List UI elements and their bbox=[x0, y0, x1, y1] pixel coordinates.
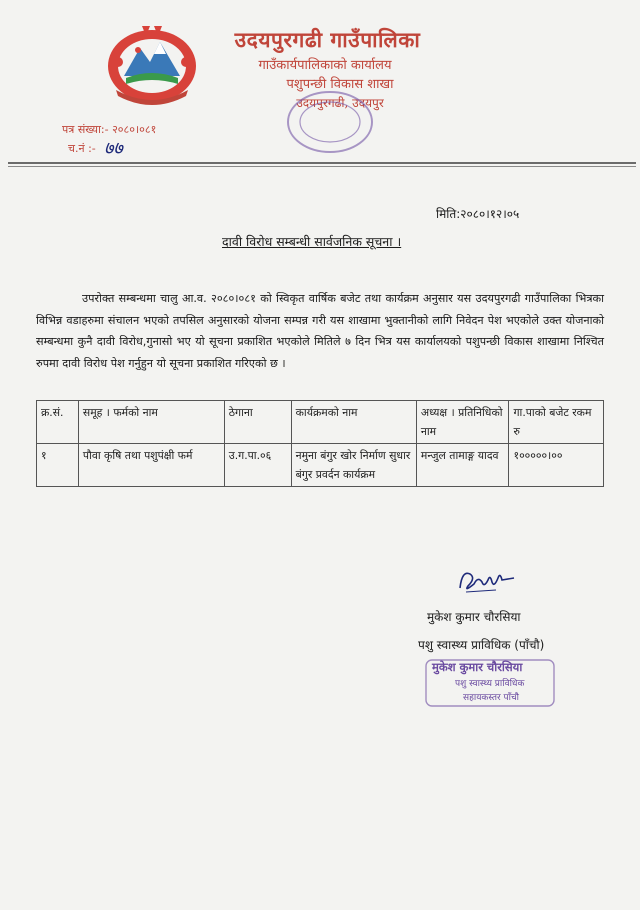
letterhead-section: पशुपन्छी विकास शाखा bbox=[286, 77, 394, 92]
notice-date: मिति:२०८०।१२।०५ bbox=[436, 207, 520, 221]
table-cell: मन्जुल तामाङ्ग यादव bbox=[416, 444, 509, 487]
dispatch-number-label: च.नं :- bbox=[68, 142, 96, 155]
letterhead-office: गाउँकार्यपालिकाको कार्यालय bbox=[258, 58, 392, 73]
table-header-row bbox=[37, 401, 604, 444]
table-cell: १०००००।०० bbox=[509, 444, 604, 487]
stamp-level: सहायकस्तर पाँचौ bbox=[463, 693, 519, 703]
dispatch-number-handwritten: ७७ bbox=[104, 138, 123, 159]
table-row bbox=[37, 444, 604, 487]
table-header-cell: गा.पाको बजेट रकम रु bbox=[509, 401, 604, 444]
handwritten-signature bbox=[456, 566, 518, 596]
office-seal-stamp bbox=[284, 88, 376, 156]
letterhead-address: उदयपुरगढी, उदयपुर bbox=[296, 96, 384, 110]
table-header-cell: ठेगाना bbox=[224, 401, 291, 444]
table-header-cell: कार्यक्रमको नाम bbox=[291, 401, 416, 444]
signer-name: मुकेश कुमार चौरसिया bbox=[427, 610, 521, 624]
project-table bbox=[36, 400, 604, 487]
stamp-designation: पशु स्वास्थ्य प्राविधिक bbox=[455, 679, 525, 689]
table-header-cell: क्र.सं. bbox=[37, 401, 79, 444]
table-cell: उ.ग.पा.०६ bbox=[224, 444, 291, 487]
table-cell: नमुना बंगुर खोर निर्माण सुधार बंगुर प्रवर्दन कार्यक्रम bbox=[291, 444, 416, 487]
notice-body: उपरोक्त सम्बन्धमा चालु आ.व. २०८०।०८१ को स्विकृत वार्षिक बजेट तथा कार्यक्रम अनुसार यस उदयपुरगढी गाउँपालिका भित्रका विभिन्न वडाहरुमा संचालन भएको तपसिल अनुसारको योजना सम्पन्न गरी यस शाखामा भुक्तानीको लागि निवेदन पेश भएकोले उक्त योजनाको सम्बन्धमा कुनै दावी विरोध,गुनासो भए यो सूचना प्रकाशित भएकोले मितिले ७ दिन भित्र यस कार्यालयको पशुपन्छी विकास शाखामा निश्चित रुपमा दावी विरोध पेश गर्नुहुन यो सूचना प्रकाशित गरिएको छ । bbox=[36, 292, 604, 370]
header-rule-thin bbox=[8, 166, 636, 167]
signer-title: पशु स्वास्थ्य प्राविधिक (पाँचौ) bbox=[418, 638, 545, 652]
table-header-cell: समूह । फर्मको नाम bbox=[78, 401, 224, 444]
reference-number: पत्र संख्या:- २०८०।०८१ bbox=[62, 123, 157, 136]
notice-title: दावी विरोध सम्बन्धी सार्वजनिक सूचना । bbox=[222, 234, 402, 249]
table-cell: पौवा कृषि तथा पशुपंक्षी फर्म bbox=[78, 444, 224, 487]
header-rule bbox=[8, 162, 636, 164]
table-header-cell: अध्यक्ष । प्रतिनिधिको नाम bbox=[416, 401, 509, 444]
stamp-name: मुकेश कुमार चौरसिया bbox=[432, 660, 523, 674]
letterhead-title: उदयपुरगढी गाउँपालिका bbox=[234, 27, 421, 52]
table-cell: १ bbox=[37, 444, 79, 487]
nepal-emblem-icon bbox=[104, 18, 200, 106]
